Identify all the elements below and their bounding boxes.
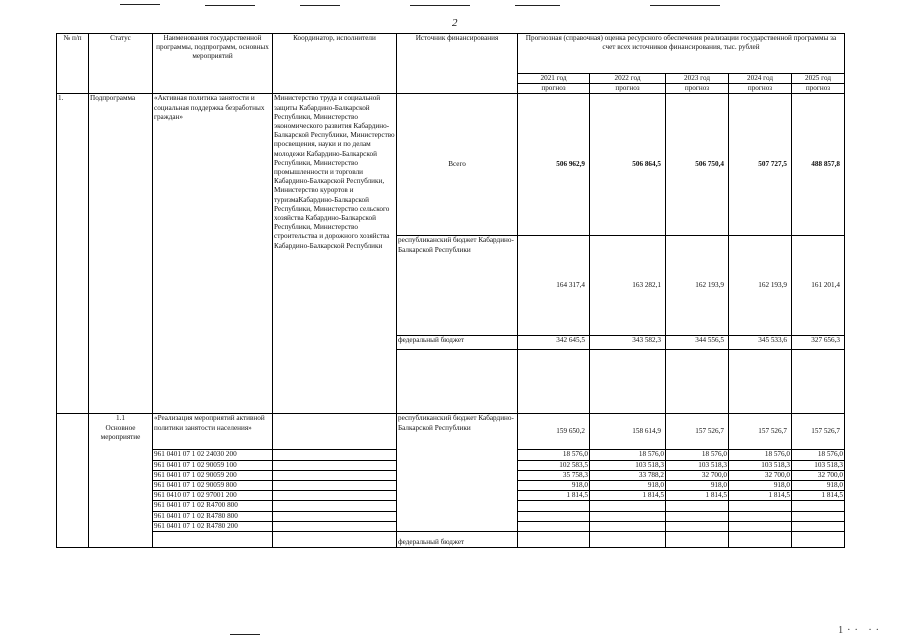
value-cell: 164 317,4 (518, 236, 590, 336)
empty-cell (666, 532, 729, 548)
empty-cell (273, 491, 397, 501)
value-cell (518, 511, 590, 521)
value-cell: 507 727,5 (729, 94, 792, 236)
year-2023: 2023 год (666, 74, 729, 84)
empty-cell (397, 350, 518, 414)
event-status (89, 414, 153, 548)
empty-cell (273, 450, 397, 460)
event-number: 1.1 (116, 414, 125, 423)
value-cell (792, 501, 845, 511)
value-cell: 506 750,4 (666, 94, 729, 236)
scan-artifact-line (120, 4, 160, 5)
corner-mark: 1·· ·· (838, 625, 883, 636)
year-2022: 2022 год (590, 74, 666, 84)
budget-code: 961 0401 07 1 02 90059 100 (153, 460, 273, 470)
empty-cell (273, 481, 397, 491)
value-cell (729, 501, 792, 511)
value-cell: 32 700,0 (729, 470, 792, 480)
value-cell (729, 511, 792, 521)
value-cell (590, 511, 666, 521)
value-cell: 103 518,3 (729, 460, 792, 470)
header-row (57, 34, 845, 74)
budget-code: 961 0401 07 1 02 24030 200 (153, 450, 273, 460)
value-cell: 345 533,6 (729, 336, 792, 350)
value-cell (666, 511, 729, 521)
resource-table (56, 33, 845, 548)
empty-cell (729, 532, 792, 548)
value-cell: 918,0 (666, 481, 729, 491)
header-coordinator: Координатор, исполнители (273, 34, 397, 94)
empty-cell (590, 350, 666, 414)
value-cell: 342 645,5 (518, 336, 590, 350)
budget-code: 961 0401 07 1 02 R4700 800 (153, 501, 273, 511)
scan-artifact-line (300, 5, 340, 6)
year-2021: 2021 год (518, 74, 590, 84)
header-source: Источник финансирования (397, 34, 518, 94)
empty-cell (792, 350, 845, 414)
value-cell: 1 814,5 (729, 491, 792, 501)
value-cell: 32 700,0 (666, 470, 729, 480)
value-cell: 918,0 (590, 481, 666, 491)
header-status: Статус (89, 34, 153, 94)
empty-cell (153, 532, 273, 548)
subprogram-total-row (57, 94, 845, 236)
value-cell: 163 282,1 (590, 236, 666, 336)
scan-artifact-line (205, 5, 255, 6)
scan-artifact-line (650, 5, 720, 6)
forecast-label: прогноз (518, 84, 590, 94)
value-cell: 103 518,3 (792, 460, 845, 470)
forecast-label: прогноз (666, 84, 729, 94)
empty-cell (273, 470, 397, 480)
page-number: 2 (452, 17, 458, 29)
forecast-label: прогноз (729, 84, 792, 94)
value-cell (666, 521, 729, 531)
empty-cell (518, 532, 590, 548)
empty-cell (273, 460, 397, 470)
value-cell: 157 526,7 (729, 414, 792, 450)
forecast-label: прогноз (590, 84, 666, 94)
source-label: федеральный бюджет (397, 532, 518, 548)
value-cell (792, 511, 845, 521)
value-cell: 33 788,2 (590, 470, 666, 480)
event-total-row (57, 414, 845, 450)
row-number-spacer (57, 414, 89, 548)
empty-cell (273, 501, 397, 511)
empty-cell (273, 521, 397, 531)
empty-cell (792, 532, 845, 548)
value-cell: 343 582,3 (590, 336, 666, 350)
event-fb-row (57, 532, 845, 548)
value-cell: 162 193,9 (729, 236, 792, 336)
value-cell: 1 814,5 (666, 491, 729, 501)
value-cell: 1 814,5 (518, 491, 590, 501)
event-name: «Реализация мероприятий активной политики занятости населения» (153, 414, 273, 450)
header-forecast: Прогнозная (справочная) оценка ресурсного обеспечения реализации государственной программы за счет всех источников финансирования, тыс. рублей (518, 34, 845, 74)
value-cell (792, 521, 845, 531)
empty-cell (729, 350, 792, 414)
value-cell: 1 814,5 (590, 491, 666, 501)
row-name: «Активная политика занятости и социальная поддержка безработных граждан» (153, 94, 273, 414)
value-cell: 506 864,5 (590, 94, 666, 236)
value-cell: 157 526,7 (666, 414, 729, 450)
budget-code: 961 0401 07 1 02 R4780 800 (153, 511, 273, 521)
value-cell: 161 201,4 (792, 236, 845, 336)
value-cell: 102 583,5 (518, 460, 590, 470)
value-cell (666, 501, 729, 511)
year-2024: 2024 год (729, 74, 792, 84)
empty-cell (273, 511, 397, 521)
value-cell: 918,0 (729, 481, 792, 491)
value-cell: 18 576,0 (729, 450, 792, 460)
value-cell: 344 556,5 (666, 336, 729, 350)
value-cell: 918,0 (792, 481, 845, 491)
source-label: федеральный бюджет (397, 336, 518, 350)
value-cell (729, 521, 792, 531)
value-cell: 158 614,9 (590, 414, 666, 450)
budget-code: 961 0401 07 1 02 90059 200 (153, 470, 273, 480)
event-coordinator (273, 414, 397, 450)
value-cell: 18 576,0 (518, 450, 590, 460)
value-cell: 32 700,0 (792, 470, 845, 480)
source-label: республиканский бюджет Кабардино-Балкарской Республики (397, 236, 518, 336)
value-cell: 103 518,3 (590, 460, 666, 470)
value-cell (518, 501, 590, 511)
value-cell: 327 656,3 (792, 336, 845, 350)
empty-cell (518, 350, 590, 414)
value-cell: 506 962,9 (518, 94, 590, 236)
value-cell: 157 526,7 (792, 414, 845, 450)
scan-artifact-line (230, 634, 260, 635)
value-cell: 918,0 (518, 481, 590, 491)
event-status-label: Основное мероприятие (100, 423, 141, 441)
source-label: республиканский бюджет Кабардино-Балкарской Республики (397, 414, 518, 532)
row-coordinator: Министерство труда и социальной защиты Кабардино-Балкарской Республики, Министерство экономического развития Кабардино-Балкарской Республики, Министерство просвещения, науки и по делам молодежи Кабардино-Балкарской Республики, Министерство промышленности и торговли Кабардино-Балкарской Республики, Министерство курортов и туризмаКабардино-Балкарской Республики, Министерство сельского хозяйства Кабардино-Балкарской Республики, Министерство строительства и дорожного хозяйства Кабардино-Балкарской Республики (273, 94, 397, 414)
value-cell: 18 576,0 (666, 450, 729, 460)
value-cell: 103 518,3 (666, 460, 729, 470)
budget-code: 961 0401 07 1 02 90059 800 (153, 481, 273, 491)
row-number: 1. (57, 94, 89, 414)
value-cell: 159 650,2 (518, 414, 590, 450)
header-no: № п/п (57, 34, 89, 94)
scan-artifact-line (515, 5, 560, 6)
forecast-label: прогноз (792, 84, 845, 94)
empty-cell (666, 350, 729, 414)
scan-artifact-line (410, 5, 470, 6)
empty-cell (273, 532, 397, 548)
value-cell: 488 857,8 (792, 94, 845, 236)
source-label: Всего (397, 94, 518, 236)
budget-code: 961 0410 07 1 02 97001 200 (153, 491, 273, 501)
value-cell: 162 193,9 (666, 236, 729, 336)
value-cell (518, 521, 590, 531)
year-2025: 2025 год (792, 74, 845, 84)
value-cell: 35 758,3 (518, 470, 590, 480)
header-name: Наименования государственной программы, подпрограмм, основных мероприятий (153, 34, 273, 94)
value-cell: 18 576,0 (792, 450, 845, 460)
value-cell: 18 576,0 (590, 450, 666, 460)
value-cell (590, 521, 666, 531)
value-cell (590, 501, 666, 511)
budget-code: 961 0401 07 1 02 R4780 200 (153, 521, 273, 531)
value-cell: 1 814,5 (792, 491, 845, 501)
empty-cell (590, 532, 666, 548)
row-status: Подпрограмма (89, 94, 153, 414)
